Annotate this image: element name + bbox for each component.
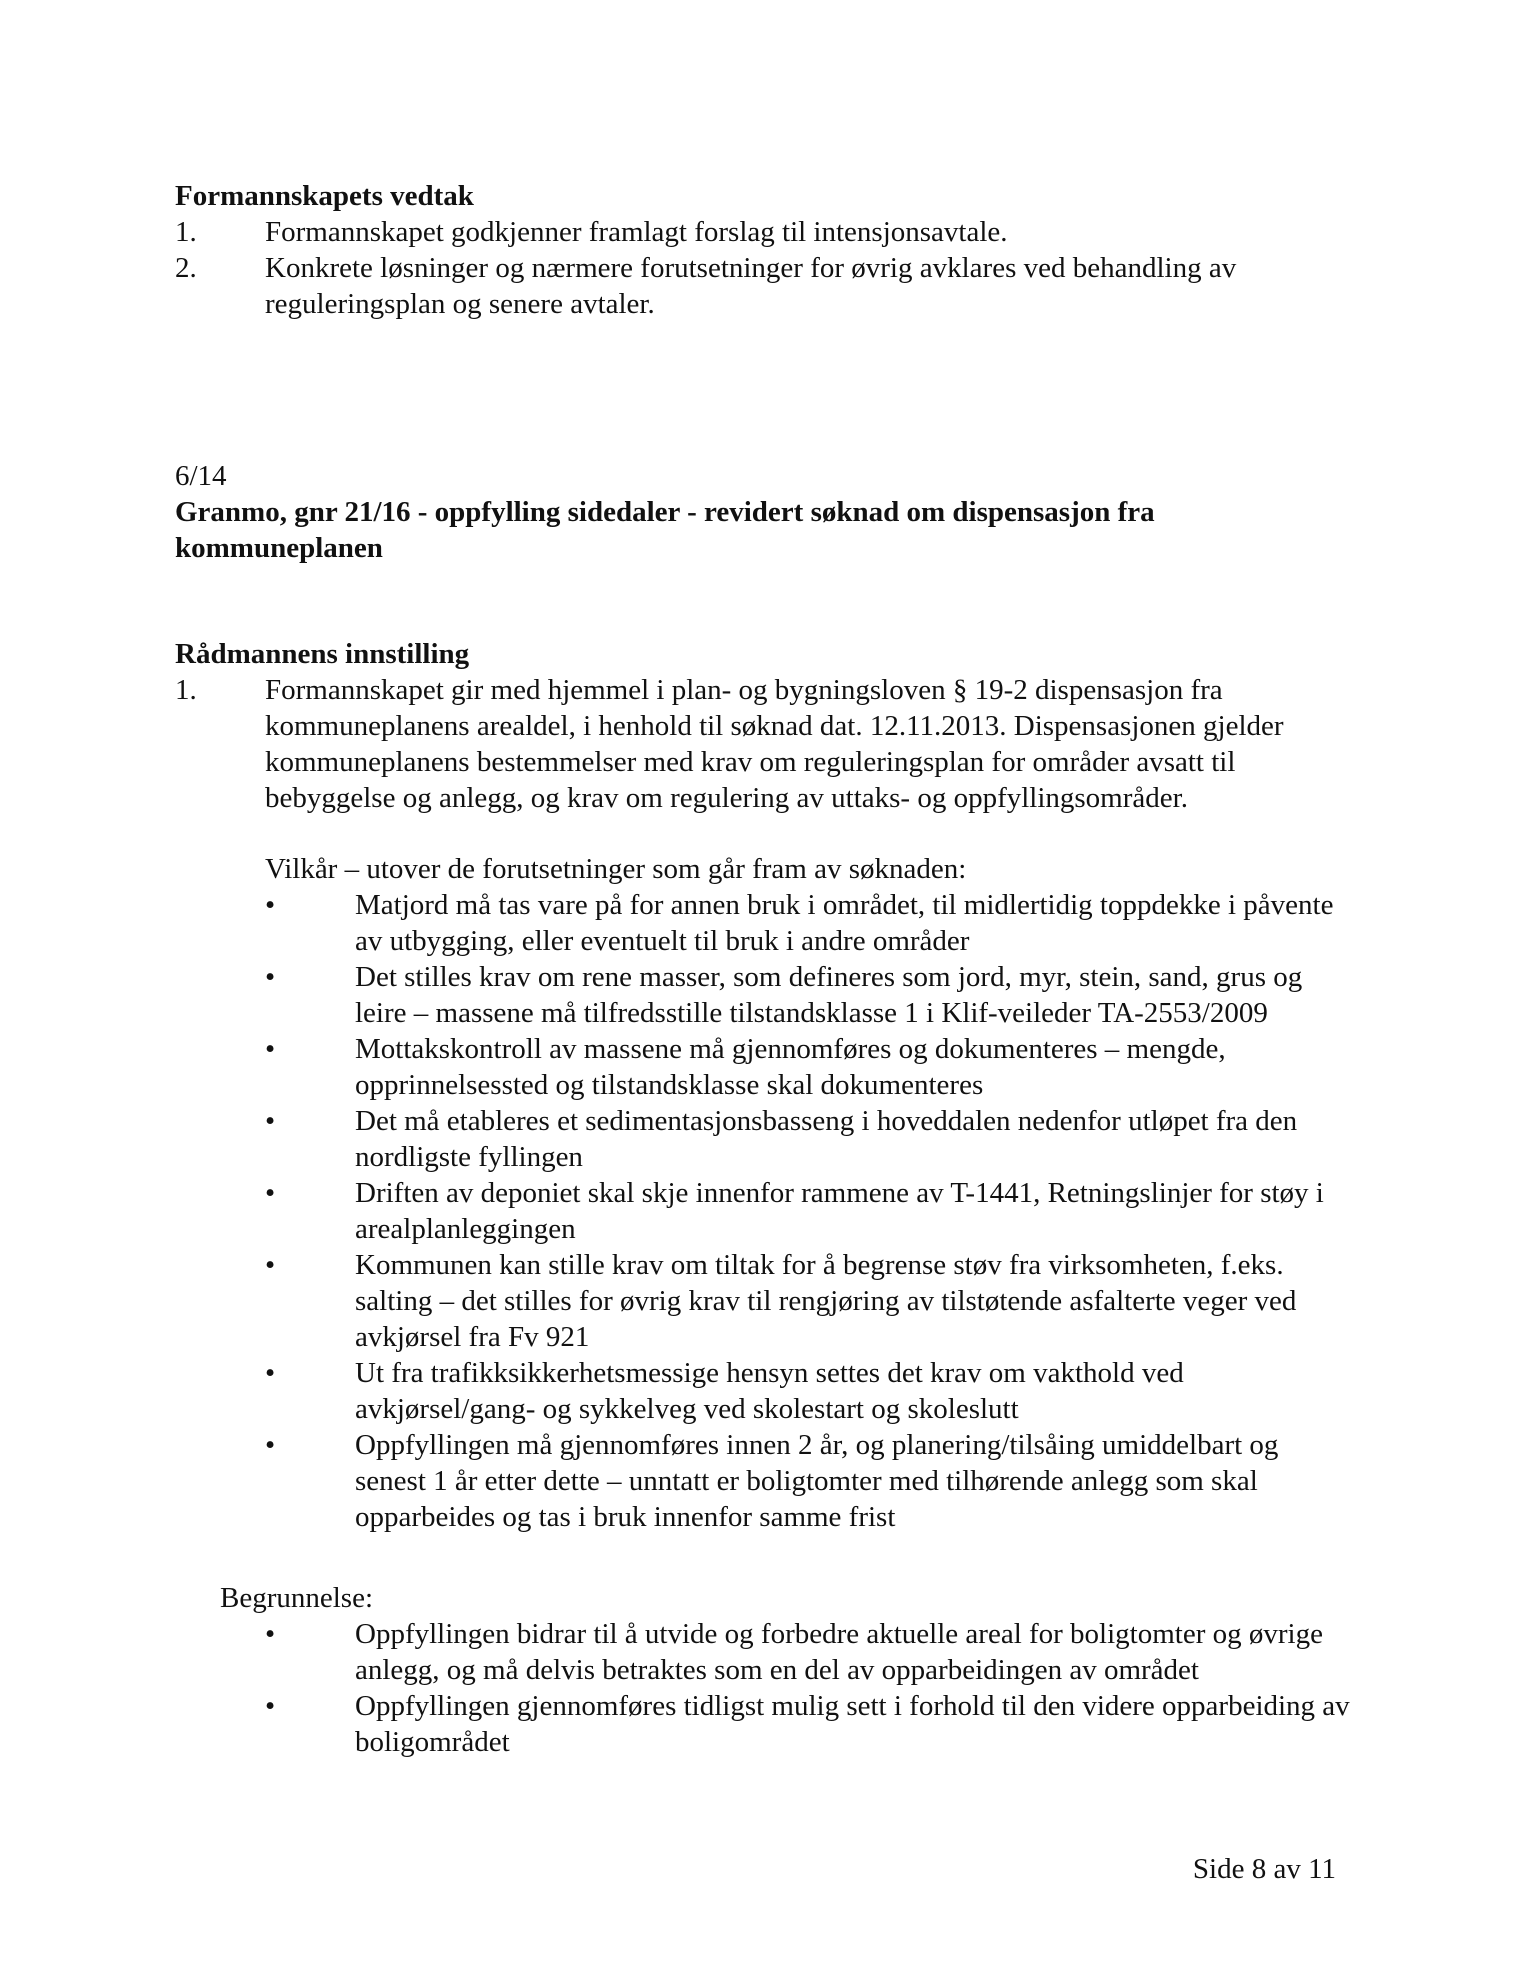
vilkar-text: Driften av deponiet skal skje innenfor rammene av T-1441, Retningslinjer for støy i arealplanleggingen	[355, 1177, 1324, 1245]
vilkar-text: Ut fra trafikksikkerhetsmessige hensyn settes det krav om vakthold ved avkjørsel/gang- og sykkelveg ved skolestart og skoleslutt	[355, 1357, 1184, 1425]
case-block	[175, 458, 1355, 566]
begrunnelse-list-item	[265, 1688, 1355, 1760]
innstilling-item-text: Formannskapet gir med hjemmel i plan- og bygningsloven § 19-2 dispensasjon fra kommuneplanens arealdel, i henhold til søknad dat. 12.11.2013. Dispensasjonen gjelder kommuneplanens bestemmelser med krav om reguleringsplan for områder avsatt til bebyggelse og anlegg, og krav om regulering av uttaks- og oppfyllingsområder.	[265, 674, 1284, 814]
begrunnelse-label: Begrunnelse:	[220, 1582, 374, 1614]
begrunnelse-text: Oppfyllingen bidrar til å utvide og forbedre aktuelle areal for boligtomter og øvrige anlegg, og må delvis betraktes som en del av opparbeidingen av området	[355, 1618, 1323, 1686]
vilkar-list-item	[265, 1427, 1355, 1535]
bullet-icon: •	[265, 1033, 276, 1065]
bullet-icon: •	[265, 1177, 276, 1209]
vilkar-list-item	[265, 1247, 1355, 1355]
vilkar-list	[265, 887, 1355, 1535]
vilkar-list-item	[265, 1103, 1355, 1175]
vedtak-item	[175, 250, 1265, 322]
innstilling-item-number: 1.	[175, 674, 197, 706]
vilkar-text: Det stilles krav om rene masser, som defineres som jord, myr, stein, sand, grus og leire – massene må tilfredsstille tilstandsklasse 1 i Klif-veileder TA-2553/2009	[355, 961, 1303, 1029]
vedtak-heading: Formannskapets vedtak	[175, 180, 474, 212]
innstilling-item	[175, 672, 1345, 816]
vilkar-list-item	[265, 1175, 1355, 1247]
begrunnelse-text: Oppfyllingen gjennomføres tidligst mulig sett i forhold til den videre opparbeiding av boligområdet	[355, 1690, 1350, 1758]
vilkar-text: Matjord må tas vare på for annen bruk i området, til midlertidig toppdekke i påvente av utbygging, eller eventuelt til bruk i andre områder	[355, 889, 1334, 957]
bullet-icon: •	[265, 1249, 276, 1281]
vedtak-item-number: 2.	[175, 252, 197, 284]
vilkar-text: Kommunen kan stille krav om tiltak for å begrense støv fra virksomheten, f.eks. salting – det stilles for øvrig krav til rengjøring av tilstøtende asfalterte veger ved avkjørsel fra Fv 921	[355, 1249, 1297, 1353]
innstilling-section	[175, 636, 1355, 816]
bullet-icon: •	[265, 961, 276, 993]
vilkar-list-item	[265, 1031, 1355, 1103]
vilkar-text: Oppfyllingen må gjennomføres innen 2 år, og planering/tilsåing umiddelbart og senest 1 år etter dette – unntatt er boligtomter med tilhørende anlegg som skal opparbeides og tas i bruk innenfor samme frist	[355, 1429, 1279, 1533]
begrunnelse-list	[265, 1616, 1355, 1760]
bullet-icon: •	[265, 1618, 276, 1650]
vedtak-item-text: Formannskapet godkjenner framlagt forslag til intensjonsavtale.	[265, 216, 1008, 248]
case-number: 6/14	[175, 460, 227, 492]
bullet-icon: •	[265, 1357, 276, 1389]
bullet-icon: •	[265, 1429, 276, 1461]
bullet-icon: •	[265, 1690, 276, 1722]
vilkar-list-item	[265, 959, 1355, 1031]
vilkar-text: Det må etableres et sedimentasjonsbasseng i hoveddalen nedenfor utløpet fra den nordligste fyllingen	[355, 1105, 1298, 1173]
vedtak-item	[175, 214, 1355, 250]
innstilling-heading: Rådmannens innstilling	[175, 638, 470, 670]
bullet-icon: •	[265, 1105, 276, 1137]
vilkar-text: Mottakskontroll av massene må gjennomføres og dokumenteres – mengde, opprinnelsessted og tilstandsklasse skal dokumenteres	[355, 1033, 1226, 1101]
vedtak-item-number: 1.	[175, 216, 197, 248]
begrunnelse-list-item	[265, 1616, 1355, 1688]
vilkar-list-item	[265, 1355, 1355, 1427]
vedtak-section	[175, 178, 1355, 322]
vilkar-intro: Vilkår – utover de forutsetninger som går fram av søknaden:	[265, 853, 967, 885]
page-number: Side 8 av 11	[1192, 1853, 1336, 1885]
bullet-icon: •	[265, 889, 276, 921]
vilkar-list-item	[265, 887, 1355, 959]
case-title: Granmo, gnr 21/16 - oppfylling sidedaler - revidert søknad om dispensasjon fra kommuneplanen	[175, 496, 1155, 564]
vedtak-item-text: Konkrete løsninger og nærmere forutsetninger for øvrig avklares ved behandling av reguleringsplan og senere avtaler.	[265, 252, 1237, 320]
